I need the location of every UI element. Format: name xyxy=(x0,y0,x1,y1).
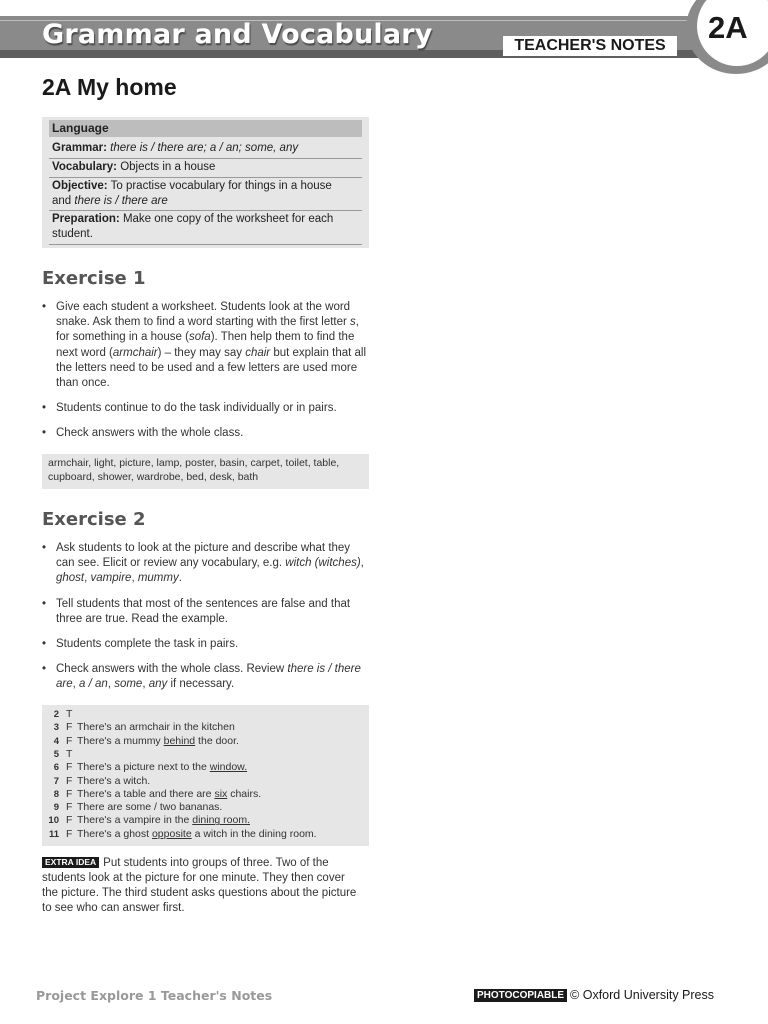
answer-number: 5 xyxy=(53,748,59,760)
grammar-label: Grammar: xyxy=(52,142,107,154)
answer-text xyxy=(77,775,150,788)
answer-text-post: a witch in the dining room. xyxy=(191,827,317,840)
extra-idea-line3: the picture. The third student asks questions about the picture xyxy=(42,887,357,899)
text: if necessary. xyxy=(167,678,235,691)
answer-text xyxy=(77,788,261,801)
exercise2-list xyxy=(42,541,370,703)
answer-text xyxy=(77,761,247,774)
answer-key-line1: armchair, light, picture, lamp, poster, basin, carpet, toilet, table, xyxy=(48,457,340,469)
text: Tell students that most of the sentences are false and that xyxy=(56,597,351,610)
text: but explain that all xyxy=(270,346,367,359)
answer-number: 7 xyxy=(53,775,59,787)
text: are xyxy=(56,678,73,691)
answer-true-false: F xyxy=(66,814,73,827)
answer-text-pre: There's a ghost xyxy=(77,827,152,840)
language-heading: Language xyxy=(49,120,362,137)
extra-idea-line1: Put students into groups of three. Two of the xyxy=(103,857,329,869)
header-banner xyxy=(0,16,710,58)
grammar-value: there is / there are; a / an; some, any xyxy=(110,142,299,154)
exercise1-heading: Exercise 1 xyxy=(42,268,146,289)
answer-correction: dining room. xyxy=(192,814,251,827)
text: three are true. Read the example. xyxy=(56,612,228,625)
text: for something in a house ( xyxy=(56,331,189,344)
text: ) – they may say xyxy=(157,346,246,359)
text: vampire xyxy=(90,572,132,585)
answer-text-post: chairs. xyxy=(227,787,262,800)
exercise2-bullet-2 xyxy=(42,597,370,627)
answer-number: 11 xyxy=(48,828,59,840)
text: there is / there xyxy=(287,663,361,676)
text: , xyxy=(72,678,80,691)
answer-correction: behind xyxy=(163,734,196,747)
answer-correction: opposite xyxy=(151,827,192,840)
exercise1-answer-key xyxy=(42,454,369,489)
text: ghost xyxy=(56,572,85,585)
text: can see. Elicit or review any vocabulary, e.g. xyxy=(56,557,286,570)
answer-true-false: F xyxy=(66,774,73,787)
exercise1-bullet-2: • Students continue to do the task individually or in pairs. xyxy=(42,401,370,416)
answer-text-pre: There's a table and there are xyxy=(77,787,215,800)
answer-text xyxy=(77,801,222,814)
language-box xyxy=(42,117,369,248)
answer-true-false: T xyxy=(66,747,73,760)
answer-text xyxy=(77,814,250,827)
answer-text-pre: There's a vampire in the xyxy=(77,814,193,827)
text: Ask students to look at the picture and describe what they xyxy=(56,542,351,554)
answer-true-false: F xyxy=(66,734,73,747)
text: ). Then help them to find the xyxy=(210,331,355,344)
answer-true-false: T xyxy=(66,708,73,720)
answer-true-false: F xyxy=(66,761,73,774)
vocabulary-row xyxy=(49,160,362,178)
vocabulary-value: Objects in a house xyxy=(120,161,216,173)
text: , xyxy=(142,678,149,691)
objective-label: Objective: xyxy=(52,180,108,192)
objective-line1: To practise vocabulary for things in a house xyxy=(110,180,332,192)
answer-true-false: F xyxy=(66,801,73,814)
text: , xyxy=(360,557,364,570)
text: Give each student a worksheet. Students look at the word xyxy=(56,301,351,313)
exercise1-bullet-3: • Check answers with the whole class. xyxy=(42,426,370,441)
extra-idea xyxy=(42,856,370,916)
text: , xyxy=(107,678,115,691)
text: s xyxy=(350,316,356,329)
objective-line2-pre: and xyxy=(52,195,75,207)
exercise2-heading: Exercise 2 xyxy=(42,509,146,530)
answer-number: 9 xyxy=(53,802,59,814)
answer-text xyxy=(77,721,235,734)
objective-line2-italic: there is / there are xyxy=(74,195,168,207)
answer-number: 2 xyxy=(53,709,59,720)
text: snake. Ask them to find a word starting with the first letter xyxy=(56,316,351,329)
text: chair xyxy=(245,346,271,359)
footer-book-title: Project Explore 1 Teacher's Notes xyxy=(36,988,273,1003)
text: , xyxy=(355,316,359,329)
answer-number: 10 xyxy=(48,815,59,827)
answer-key-line2: cupboard, shower, wardrobe, bed, desk, bath xyxy=(48,470,259,483)
answer-correction: window. xyxy=(209,761,248,774)
answer-text xyxy=(77,735,239,748)
exercise1-bullet-1 xyxy=(42,300,370,391)
extra-idea-line2: students look at the picture for one minute. They then cover xyxy=(42,872,345,884)
text: sofa xyxy=(188,331,211,344)
extra-idea-label: EXTRA IDEA xyxy=(42,857,99,868)
answer-text-pre: There's an armchair in the kitchen xyxy=(77,721,235,734)
answer-text-pre: There are some / two bananas. xyxy=(77,801,223,814)
preparation-label: Preparation: xyxy=(52,213,120,225)
preparation-row xyxy=(49,212,362,245)
grammar-row xyxy=(49,141,362,159)
answer-number: 4 xyxy=(53,735,59,747)
text: mummy xyxy=(137,572,179,585)
text: any xyxy=(148,678,168,691)
text: some xyxy=(114,678,143,691)
vocabulary-label: Vocabulary: xyxy=(52,161,117,173)
preparation-line2: student. xyxy=(52,228,93,240)
text: , xyxy=(84,572,91,585)
text: . xyxy=(178,572,182,585)
answer-text-post: the door. xyxy=(195,734,239,747)
text: , xyxy=(131,572,138,585)
answer-true-false: F xyxy=(66,721,73,734)
text: the letters need to be used and a few letters are used more xyxy=(56,361,358,374)
answer-number: 6 xyxy=(53,762,59,774)
unit-badge-text: 2A xyxy=(708,10,748,45)
preparation-line1: Make one copy of the worksheet for each xyxy=(122,213,334,225)
text: witch (witches) xyxy=(285,557,361,570)
exercise2-bullet-1 xyxy=(42,541,370,587)
exercise2-bullet-3: • Students complete the task in pairs. xyxy=(42,637,370,652)
objective-row xyxy=(49,179,362,211)
exercise2-bullet-4 xyxy=(42,662,370,692)
text: Check answers with the whole class. Review xyxy=(56,663,288,676)
text: next word ( xyxy=(56,346,113,359)
answer-text-pre: There's a witch. xyxy=(77,774,151,787)
header-title: Grammar and Vocabulary xyxy=(42,19,433,50)
text: armchair xyxy=(112,346,158,359)
answer-number: 3 xyxy=(53,722,59,734)
answer-text xyxy=(77,828,317,841)
text: a / an xyxy=(79,678,108,691)
page-title: 2A My home xyxy=(42,74,177,100)
answer-true-false: F xyxy=(66,827,73,840)
photocopiable-badge: PHOTOCOPIABLE xyxy=(474,989,567,1002)
publisher-text: © Oxford University Press xyxy=(570,988,715,1002)
exercise1-list xyxy=(42,300,370,452)
answer-number: 8 xyxy=(53,788,59,800)
answer-correction: six xyxy=(214,787,228,800)
teachers-notes-label: TEACHER'S NOTES xyxy=(503,36,677,56)
text: than once. xyxy=(56,377,110,390)
extra-idea-line4: to see who can answer first. xyxy=(42,902,185,914)
footer-copyright xyxy=(474,988,714,1002)
answer-text-pre: There's a mummy xyxy=(77,734,164,747)
answer-true-false: F xyxy=(66,787,73,800)
exercise2-answers xyxy=(42,705,369,846)
answer-text-pre: There's a picture next to the xyxy=(77,761,210,774)
